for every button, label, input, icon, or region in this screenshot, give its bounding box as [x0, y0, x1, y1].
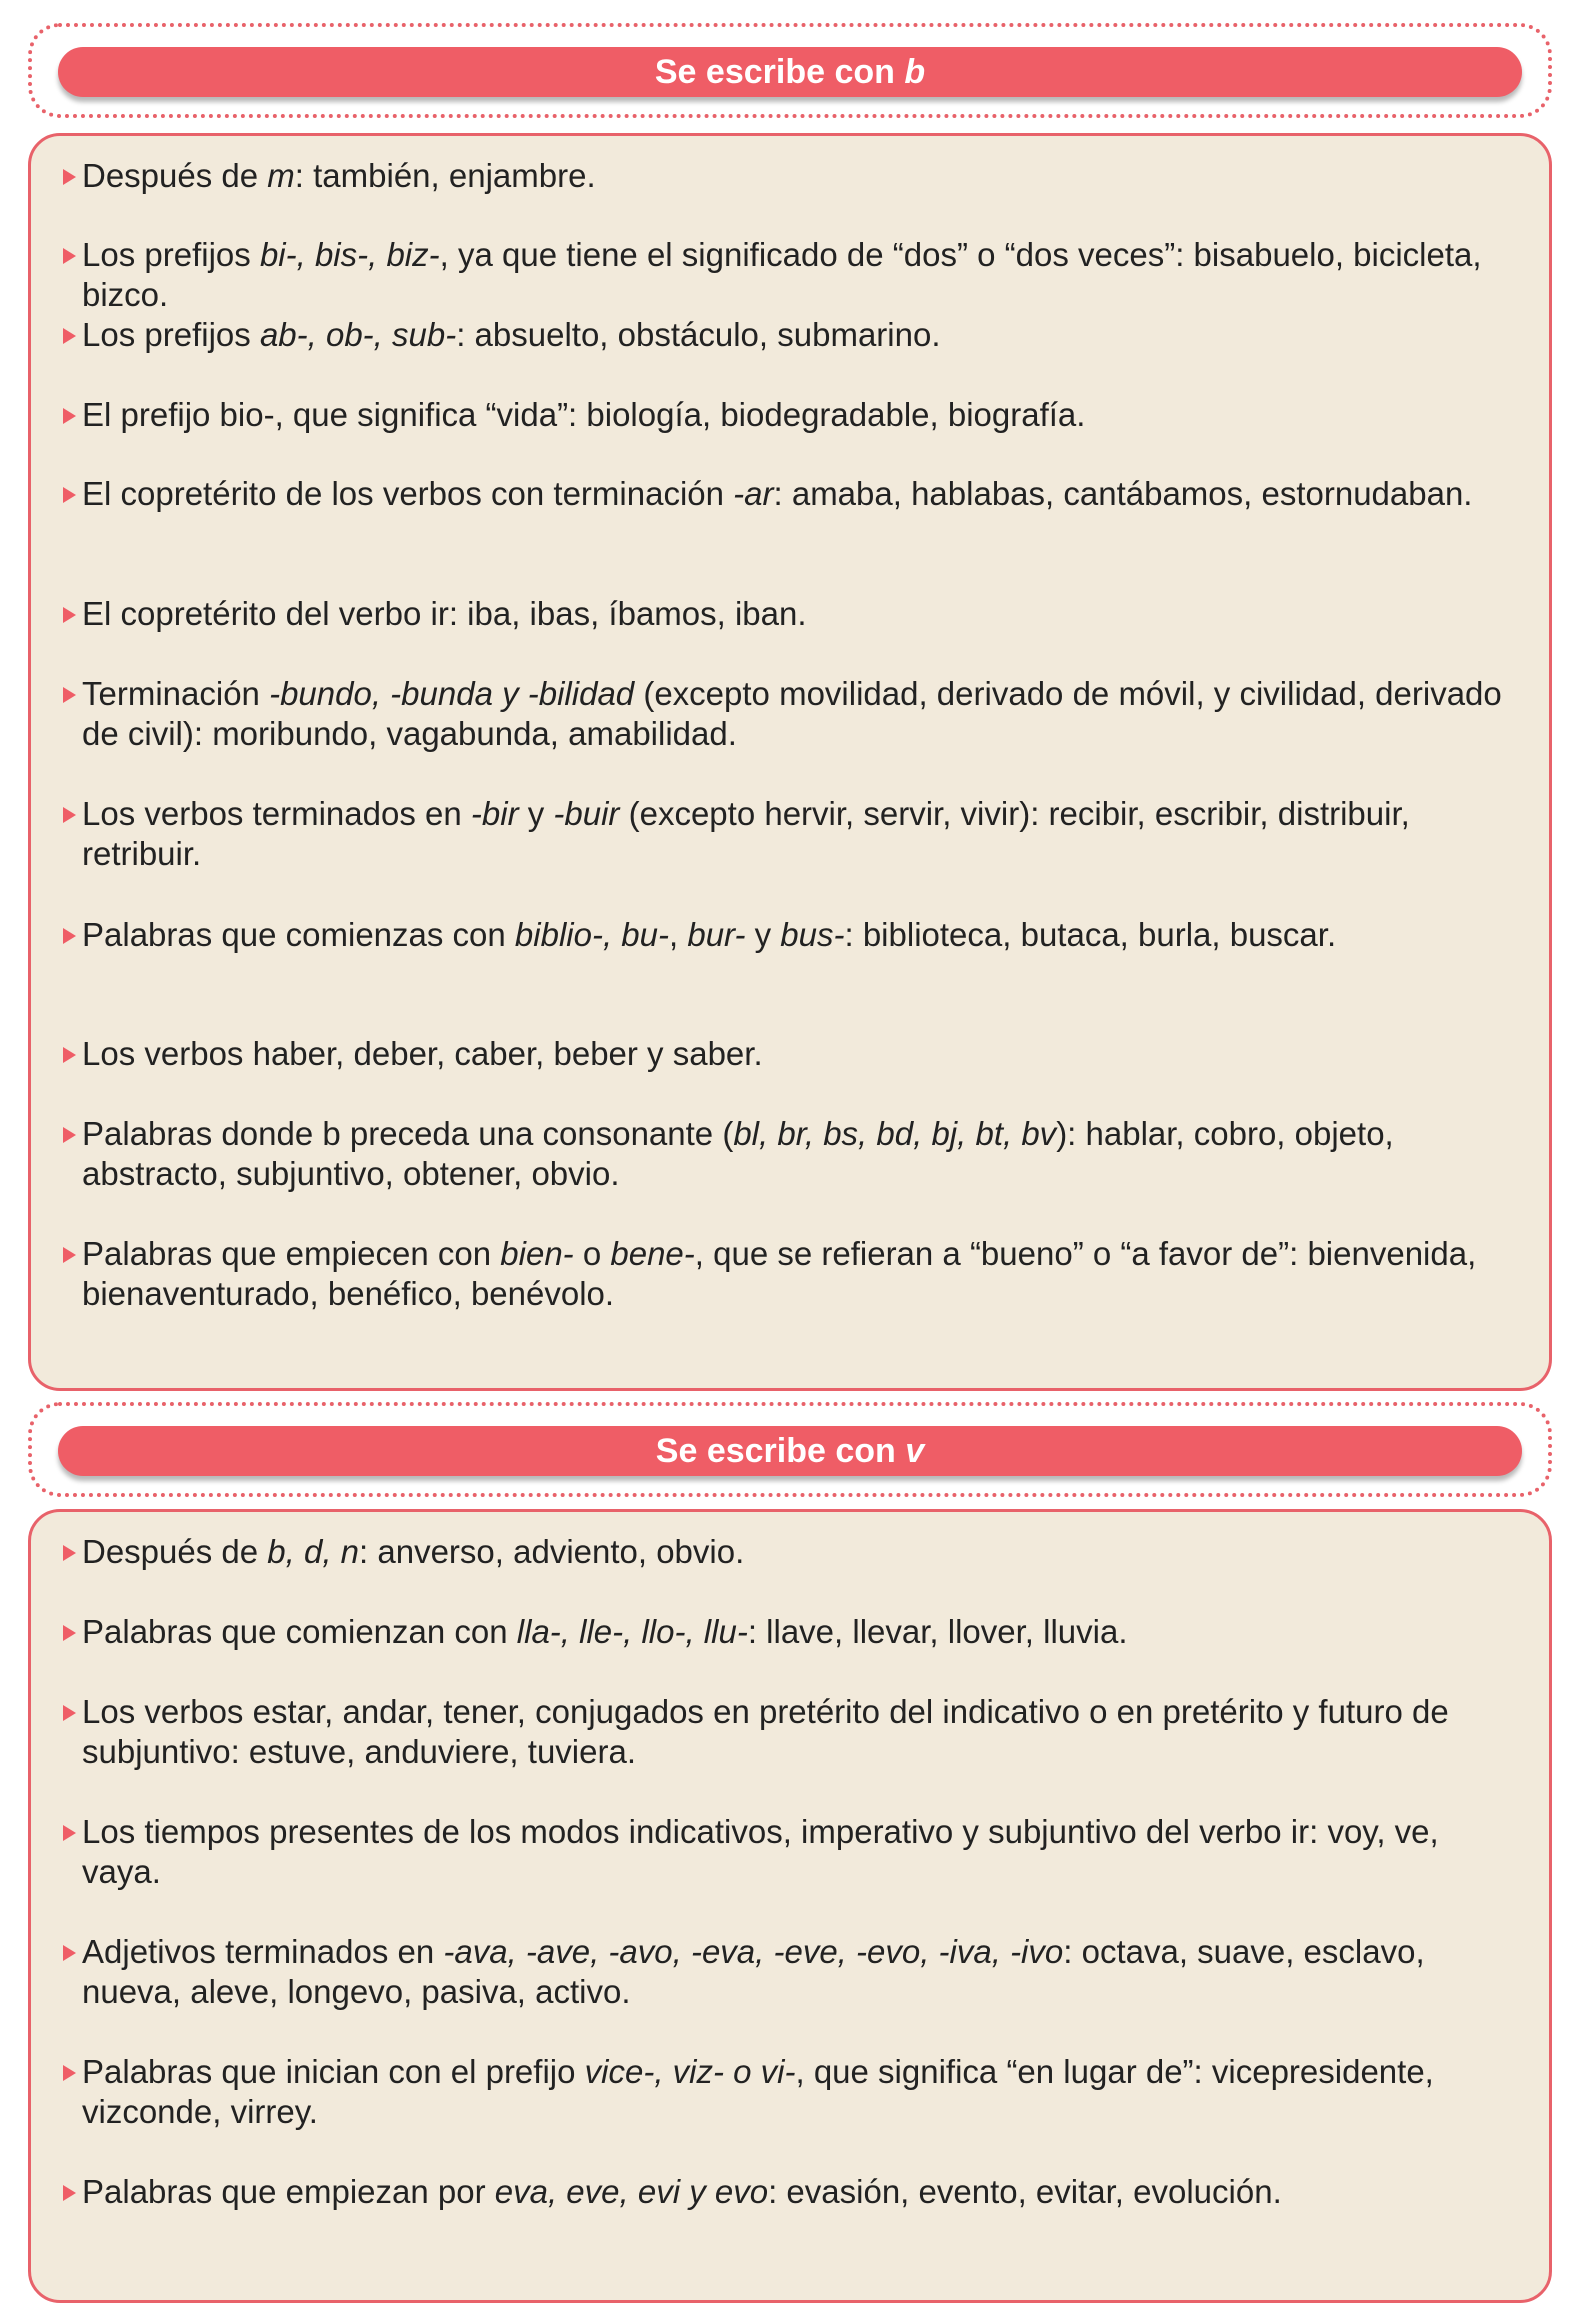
rule-text-run: Palabras donde b preceda una consonante (	[82, 1115, 734, 1152]
rule-text-italic: -ar	[733, 475, 774, 512]
rule-text-run: : octava, suave, esclavo, nueva, aleve, longevo, pasiva, activo.	[82, 1933, 1425, 2010]
section-b-rule-item	[63, 315, 1519, 355]
rule-text-italic: eva, eve, evi y evo	[494, 2173, 769, 2210]
section-v-title-frame	[28, 1402, 1552, 1497]
rule-text-italic: ab-, ob-, sub-	[259, 316, 457, 353]
section-b-title-prefix: Se escribe con	[654, 52, 905, 91]
bullet-arrow-icon	[63, 607, 76, 623]
bullet-arrow-icon	[63, 487, 76, 503]
rule-text-run: : anverso, adviento, obvio.	[359, 1533, 745, 1570]
rule-text	[82, 2172, 1519, 2212]
rule-text-run: Palabras que empiecen con	[82, 1235, 501, 1272]
section-b-rule-item	[63, 915, 1519, 955]
rule-text-run: , que significa “en lugar de”: vicepresidente, vizconde, virrey.	[82, 2053, 1434, 2130]
rule-text-run: Terminación	[82, 675, 270, 712]
bullet-arrow-icon	[63, 1945, 76, 1961]
bullet-arrow-icon	[63, 1127, 76, 1143]
bullet-arrow-icon	[63, 169, 76, 185]
rule-text-run: : biblioteca, butaca, burla, buscar.	[844, 916, 1337, 953]
section-b-rule-item	[63, 1034, 1519, 1074]
rule-text-run: El copretérito del verbo ir: iba, ibas, íbamos, iban.	[82, 595, 807, 632]
rule-text-run: El prefijo bio-, que significa “vida”: biología, biodegradable, biografía.	[82, 396, 1086, 433]
rule-text	[82, 474, 1519, 514]
rule-text	[82, 1034, 1519, 1074]
bullet-arrow-icon	[63, 928, 76, 944]
section-v-rule-item	[63, 2052, 1519, 2132]
rule-text	[82, 1234, 1519, 1314]
rule-text-run: Después de	[82, 157, 268, 194]
rule-text	[82, 235, 1519, 315]
bullet-arrow-icon	[63, 687, 76, 703]
bullet-arrow-icon	[63, 2065, 76, 2081]
bullet-arrow-icon	[63, 1545, 76, 1561]
bullet-arrow-icon	[63, 1705, 76, 1721]
rule-text	[82, 594, 1519, 634]
bullet-arrow-icon	[63, 1247, 76, 1263]
rule-text	[82, 2052, 1519, 2132]
rule-text-run: : llave, llevar, llover, lluvia.	[747, 1613, 1128, 1650]
rule-text-italic: m	[267, 157, 295, 194]
section-v-rule-item	[63, 1692, 1519, 1772]
section-v-rule-item	[63, 1612, 1519, 1652]
section-b-rule-item	[63, 1234, 1519, 1314]
rule-text-run: (excepto hervir, servir, vivir): recibir, escribir, distribuir, retribuir.	[82, 795, 1410, 872]
section-v-rules-box	[28, 1509, 1552, 2303]
rule-text-run: Los verbos terminados en	[82, 795, 471, 832]
rule-text-run: Después de	[82, 1533, 268, 1570]
section-v-title-prefix: Se escribe con	[655, 1431, 906, 1470]
rule-text-italic: lla-, lle-, llo-, llu-	[516, 1613, 748, 1650]
rule-text	[82, 674, 1519, 754]
rule-text-run: Palabras que inician con el prefijo	[82, 2053, 585, 2090]
rule-text	[82, 1114, 1519, 1194]
section-b-rule-item	[63, 474, 1519, 514]
section-v-rule-item	[63, 1812, 1519, 1892]
rule-text-run: Los verbos haber, deber, caber, beber y saber.	[82, 1035, 763, 1072]
section-b-rule-item	[63, 395, 1519, 435]
rule-text-italic: biblio-, bu-	[514, 916, 669, 953]
rule-text-italic: -buir	[553, 795, 620, 832]
rule-text	[82, 1932, 1519, 2012]
rule-text-italic: b, d, n	[267, 1533, 360, 1570]
section-b-rule-item	[63, 235, 1519, 315]
section-v-title-letter: v	[905, 1431, 925, 1470]
rule-text-run: o	[573, 1235, 611, 1272]
section-b-rule-item	[63, 794, 1519, 874]
rule-text	[82, 1532, 1519, 1572]
rule-text-run: Los prefijos	[82, 316, 260, 353]
rule-text-italic: -bir	[470, 795, 519, 832]
rule-text	[82, 1692, 1519, 1772]
section-v-rule-item	[63, 1932, 1519, 2012]
rule-text-run: ): hablar, cobro, objeto, abstracto, subjuntivo, obtener, obvio.	[82, 1115, 1394, 1192]
bullet-arrow-icon	[63, 2185, 76, 2201]
rule-text-run: y	[518, 795, 554, 832]
section-b-title	[58, 47, 1522, 97]
rule-text-run: : evasión, evento, evitar, evolución.	[768, 2173, 1282, 2210]
rule-text	[82, 915, 1519, 955]
bullet-arrow-icon	[63, 328, 76, 344]
rule-text-run: : también, enjambre.	[294, 157, 596, 194]
rule-text-italic: bur-	[687, 916, 746, 953]
section-v-rule-item	[63, 1532, 1519, 1572]
rule-text-italic: vice-, viz- o vi-	[584, 2053, 796, 2090]
section-b-rule-item	[63, 1114, 1519, 1194]
bullet-arrow-icon	[63, 408, 76, 424]
rule-text-run: : amaba, hablabas, cantábamos, estornudaban.	[773, 475, 1473, 512]
section-b-title-frame	[28, 23, 1552, 118]
rule-text-run: (excepto movilidad, derivado de móvil, y civilidad, derivado de civil): moribundo, vagabunda, amabilidad.	[82, 675, 1502, 752]
rule-text-run: Los tiempos presentes de los modos indicativos, imperativo y subjuntivo del verbo ir: voy, ve, vaya.	[82, 1813, 1439, 1890]
rule-text-run: Palabras que comienzan con	[82, 1613, 517, 1650]
rule-text	[82, 315, 1519, 355]
section-b-rules-box	[28, 133, 1552, 1391]
rule-text-run: Palabras que empiezan por	[82, 2173, 495, 2210]
rule-text-run: , que se refieran a “bueno” o “a favor de”: bienvenida, bienaventurado, benéfico, benévolo.	[82, 1235, 1477, 1312]
rule-text-run: : absuelto, obstáculo, submarino.	[456, 316, 941, 353]
rule-text-italic: -ava, -ave, -avo, -eva, -eve, -evo, -iva, -ivo	[443, 1933, 1064, 1970]
bullet-arrow-icon	[63, 1625, 76, 1641]
rule-text	[82, 156, 1519, 196]
section-b-rule-item	[63, 156, 1519, 196]
rule-text-italic: bien-	[500, 1235, 574, 1272]
rule-text-run: El copretérito de los verbos con terminación	[82, 475, 734, 512]
rule-text-italic: bi-, bis-, biz-	[259, 236, 440, 273]
rule-text	[82, 1812, 1519, 1892]
rule-text-italic: bus-	[780, 916, 845, 953]
bullet-arrow-icon	[63, 1825, 76, 1841]
section-b-rule-item	[63, 594, 1519, 634]
rule-text-italic: bene-	[610, 1235, 695, 1272]
rule-text-run: Los verbos estar, andar, tener, conjugados en pretérito del indicativo o en pretérito y futuro de subjuntivo: estuve, anduviere, tuviera.	[82, 1693, 1449, 1770]
rule-text-run: Palabras que comienzas con	[82, 916, 515, 953]
rule-text-run: Adjetivos terminados en	[82, 1933, 444, 1970]
bullet-arrow-icon	[63, 1047, 76, 1063]
rule-text-run: , ya que tiene el significado de “dos” o “dos veces”: bisabuelo, bicicleta, bizco.	[82, 236, 1482, 313]
rule-text-run: Los prefijos	[82, 236, 260, 273]
rule-text-run: y	[745, 916, 781, 953]
section-b-title-letter: b	[904, 52, 926, 91]
rule-text	[82, 395, 1519, 435]
rule-text-run: ,	[669, 916, 688, 953]
section-b-rule-item	[63, 674, 1519, 754]
rule-text-italic: bl, br, bs, bd, bj, bt, bv	[733, 1115, 1057, 1152]
section-v-rule-item	[63, 2172, 1519, 2212]
bullet-arrow-icon	[63, 807, 76, 823]
bullet-arrow-icon	[63, 248, 76, 264]
rule-text	[82, 794, 1519, 874]
section-v-title	[58, 1426, 1522, 1476]
rule-text-italic: -bundo, -bunda y -bilidad	[269, 675, 635, 712]
rule-text	[82, 1612, 1519, 1652]
